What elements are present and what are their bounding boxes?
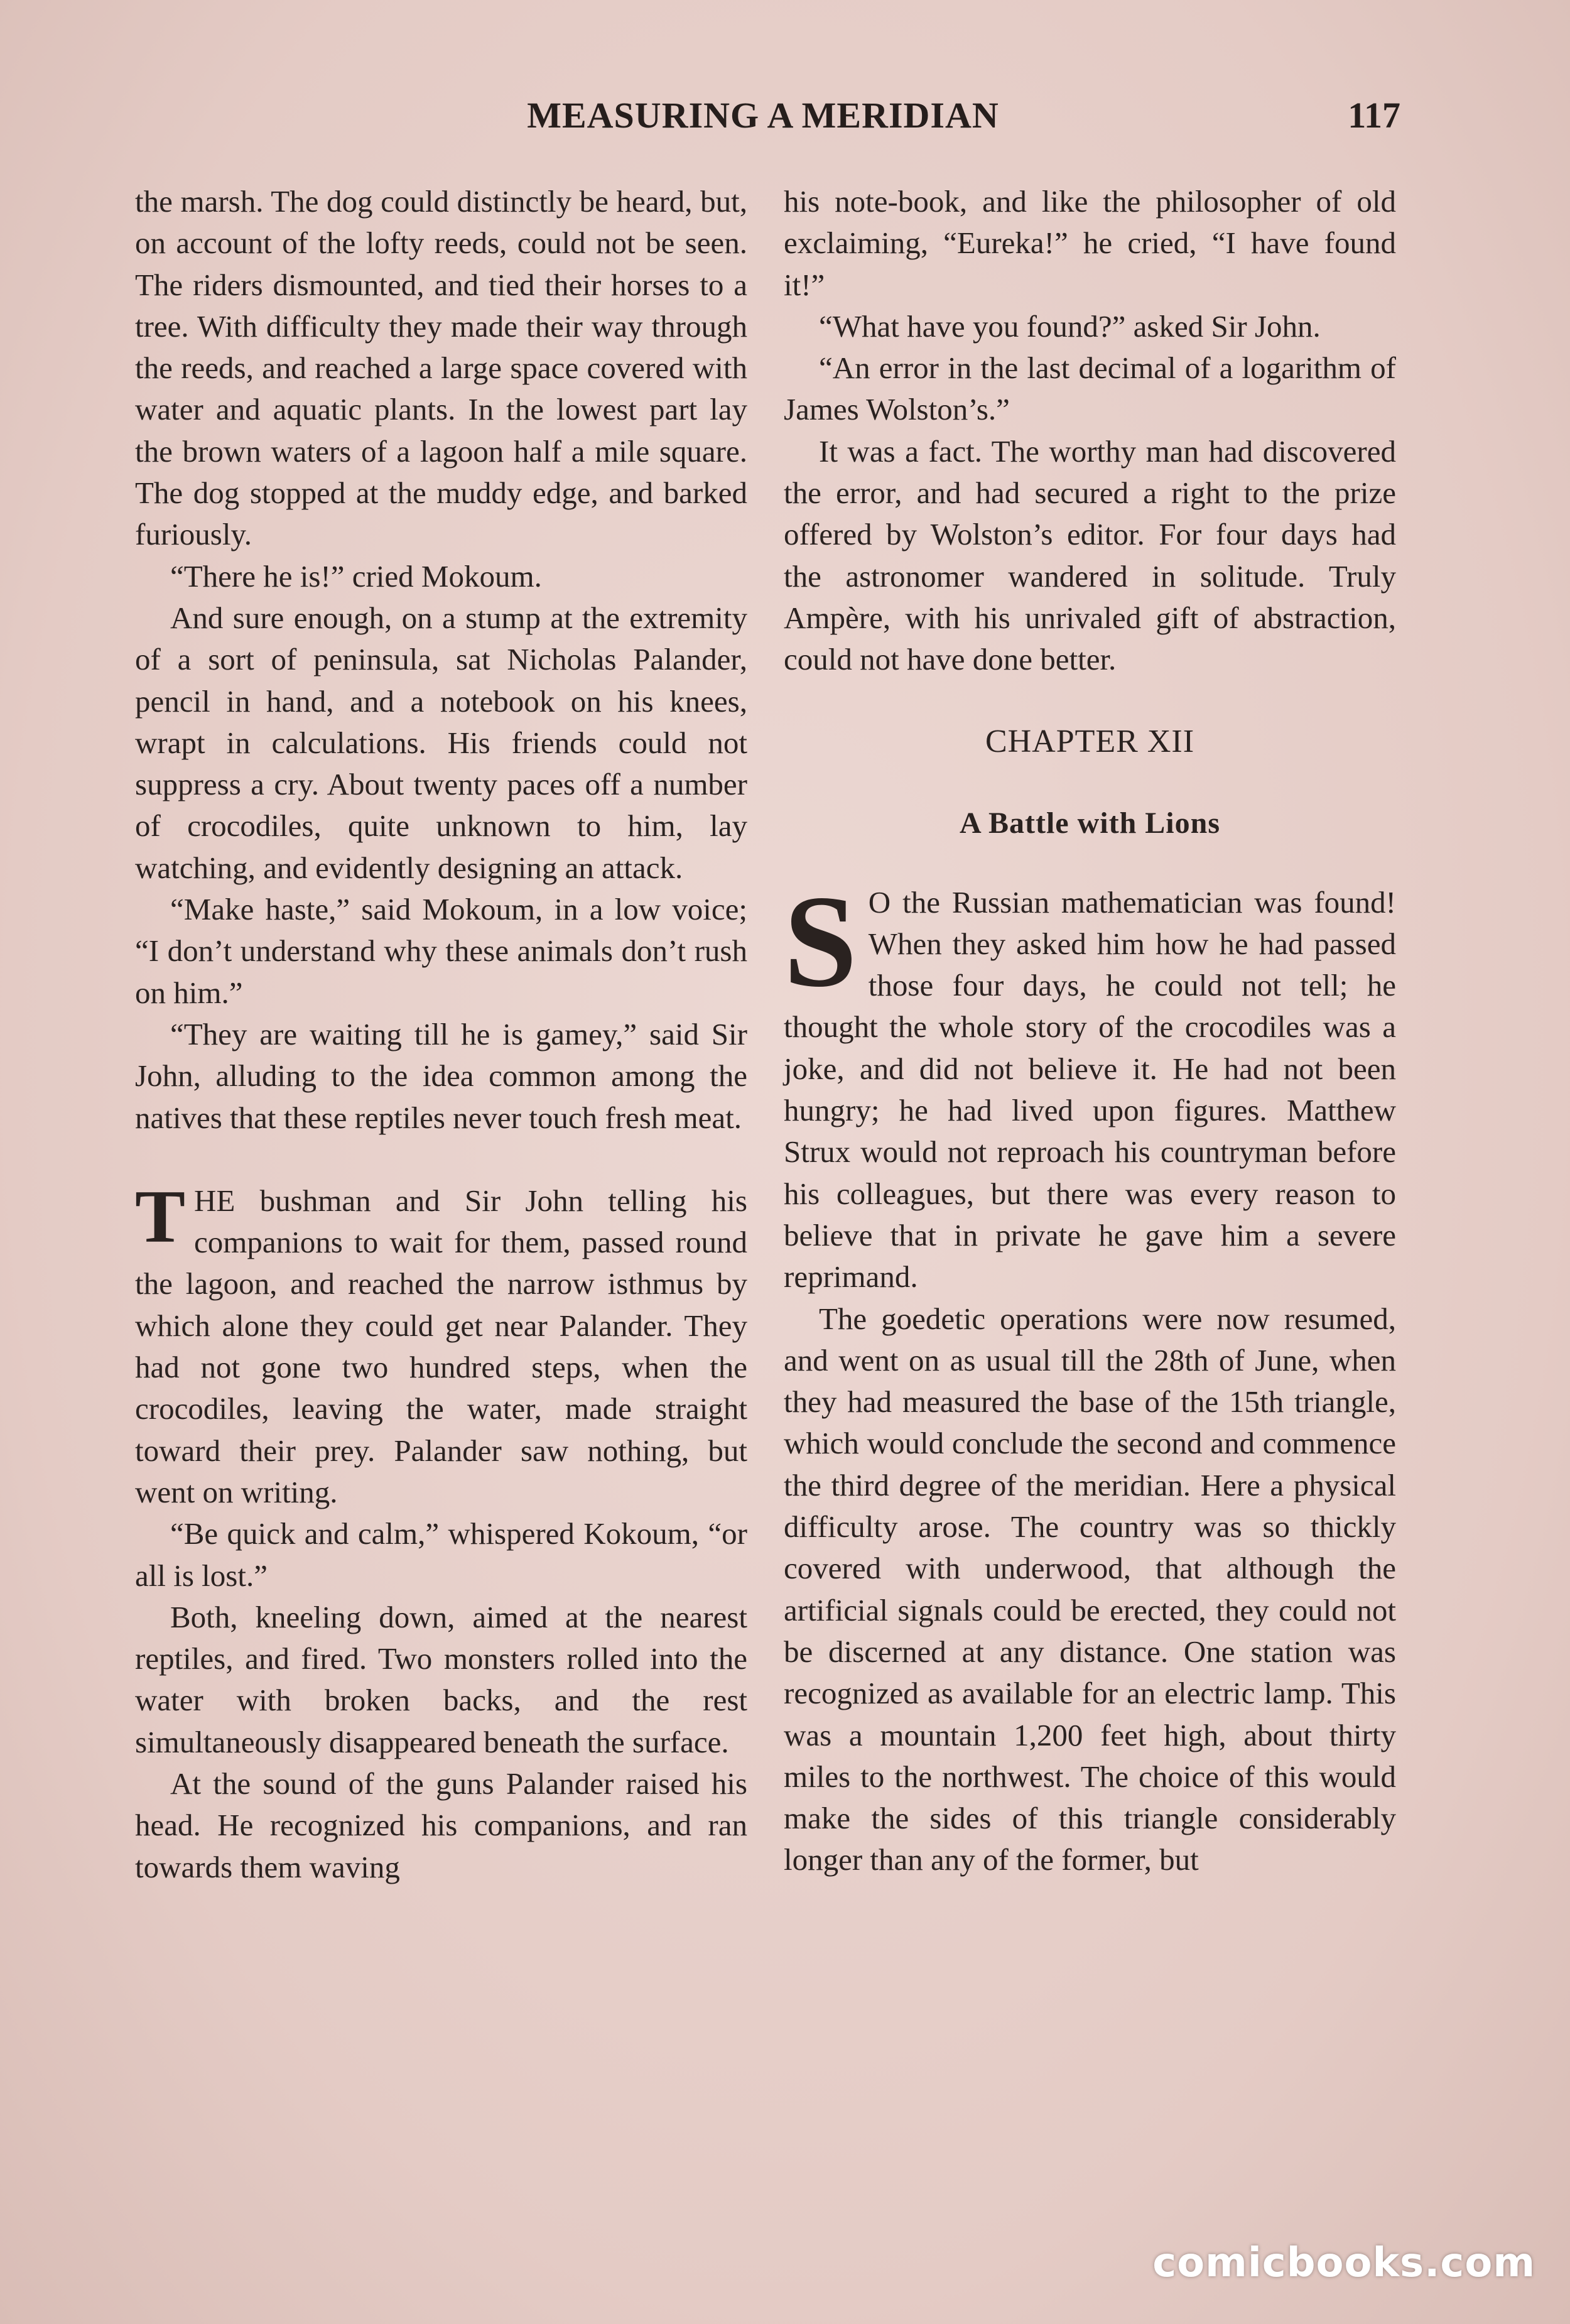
section-break xyxy=(135,1139,747,1180)
paragraph: Both, kneeling down, aimed at the nearest reptiles, and fired. Two monsters rolled into the water with broken backs, and the rest simultaneously disappeared beneath the surface. xyxy=(135,1599,747,1759)
paragraph-with-dropcap xyxy=(135,1174,747,1513)
paragraph: “An error in the last decimal of a logarithm of James Wolston’s.” xyxy=(784,350,1396,427)
page-header xyxy=(126,94,1400,151)
paragraph: It was a fact. The worthy man had discovered the error, and had secured a right to the prize offered by Wolston’s editor. For four days had the astronomer wandered in solitude. Truly Ampère, with his unrivaled gift of abstraction, could not have done better. xyxy=(784,433,1396,677)
drop-cap: T xyxy=(135,1174,186,1258)
paragraph-text: O the Russian mathematician was found! When they asked him how he had passed those four days, he could not tell; he thought the whole story of the crocodiles was a joke, and did not believe it. He had not been hungry; he had lived upon figures. Matthew Strux would not reproach his countryman before his colleagues, but there was every reason to believe that in private he gave him a severe reprimand. xyxy=(784,884,1396,1295)
chapter-title: CHAPTER XII xyxy=(985,723,1195,759)
paragraph: “They are waiting till he is gamey,” said Sir John, alluding to the idea common among the natives that these reptiles never touch fresh meat. xyxy=(135,1016,747,1135)
paragraph-text: HE bushman and Sir John telling his companions to wait for them, passed round the lagoon, and reached the narrow isthmus by which alone they could get near Palander. They had not gone two hundred steps, when the crocodiles, leaving the water, made straight toward their prey. Palander saw nothing, but went on writing. xyxy=(135,1183,747,1509)
paragraph: “There he is!” cried Mokoum. xyxy=(170,558,542,594)
chapter-spacer xyxy=(784,845,1396,882)
chapter-subtitle: A Battle with Lions xyxy=(959,806,1221,840)
site-watermark: comicbooks.com xyxy=(1152,2240,1535,2286)
paragraph-with-dropcap xyxy=(784,868,1396,1298)
paragraph: “Make haste,” said Mokoum, in a low voice; “I don’t understand why these animals don’t rush on him.” xyxy=(135,892,747,1010)
left-column xyxy=(135,181,747,1888)
page-number: 117 xyxy=(1348,95,1400,136)
paragraph: And sure enough, on a stump at the extremity of a sort of peninsula, sat Nicholas Palander, pencil in hand, and a notebook on his knees, wrapt in calculations. His friends could not suppress a cry. About twenty paces off a number of crocodiles, quite unknown to him, lay watching, and evidently designing an attack. xyxy=(135,600,747,885)
right-column xyxy=(784,181,1396,1881)
paragraph: “What have you found?” asked Sir John. xyxy=(819,308,1321,344)
paragraph: his note-book, and like the philosopher of old exclaiming, “Eureka!” he cried, “I have found it!” xyxy=(784,184,1396,302)
paragraph: At the sound of the guns Palander raised his head. He recognized his companions, and ran towards them waving xyxy=(135,1766,747,1884)
paragraph: the marsh. The dog could distinctly be heard, but, on account of the lofty reeds, could not be seen. The riders dismounted, and tied their horses to a tree. With difficulty they made their way through the reeds, and reached a large space covered with water and aquatic plants. In the lowest part lay the brown waters of a lagoon half a mile square. The dog stopped at the muddy edge, and barked furiously. xyxy=(135,184,747,552)
drop-cap: S xyxy=(784,868,857,1014)
paragraph: “Be quick and calm,” whispered Kokoum, “or all is lost.” xyxy=(135,1516,747,1593)
paragraph: The goedetic operations were now resumed, and went on as usual till the 28th of June, when they had measured the base of the 15th triangle, which would conclude the second and commence the third degree of the meridian. Here a physical difficulty arose. The country was so thickly covered with underwood, that although the artificial signals could be erected, they could not be discerned at any distance. One station was recognized as available for an electric lamp. This was a mountain 1,200 feet high, about thirty miles to the northwest. The choice of this would make the sides of this triangle considerably longer than any of the former, but xyxy=(784,1301,1396,1877)
running-title: MEASURING A MERIDIAN xyxy=(527,95,999,136)
